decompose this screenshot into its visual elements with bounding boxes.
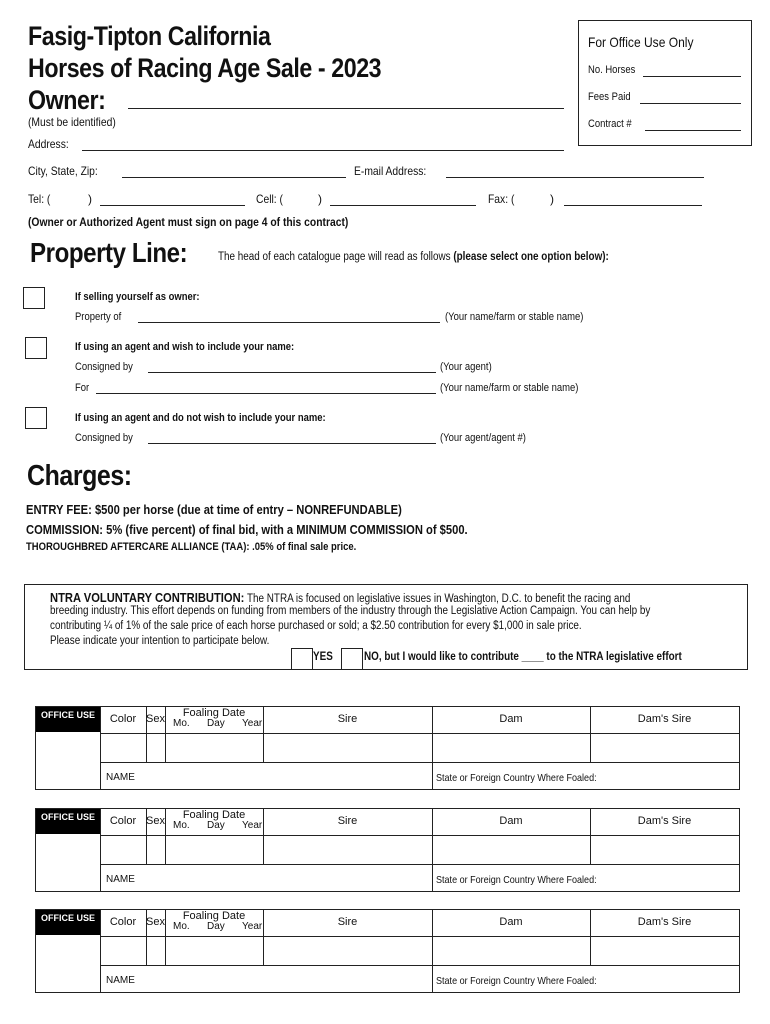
- owner-label: Owner:: [28, 85, 106, 115]
- option-agent-named-title: If using an agent and wish to include your name:: [75, 341, 295, 353]
- color-input[interactable]: [101, 937, 145, 964]
- year-header: Year: [242, 718, 263, 729]
- mo-header: Mo.: [173, 718, 190, 729]
- name-input[interactable]: [101, 865, 431, 890]
- tel-field[interactable]: [100, 205, 245, 206]
- color-header: Color: [109, 713, 137, 725]
- office-use-tag: OFFICE USE: [36, 809, 100, 834]
- day-header: Day: [207, 820, 225, 831]
- address-label: Address:: [28, 137, 69, 151]
- ntra-body4: Please indicate your intention to participate below.: [50, 635, 270, 647]
- year-header: Year: [242, 820, 263, 831]
- name-label: NAME: [106, 975, 135, 986]
- ntra-title: NTRA VOLUNTARY CONTRIBUTION:: [50, 590, 245, 605]
- fax-label: Fax: (: [488, 192, 515, 206]
- sex-input[interactable]: [147, 836, 164, 863]
- option-agent-named-checkbox[interactable]: [25, 337, 47, 359]
- color-input[interactable]: [101, 734, 145, 761]
- office-use-title: For Office Use Only: [588, 34, 694, 50]
- consigned-by-2-field[interactable]: [148, 443, 436, 444]
- fees-paid-field[interactable]: [640, 103, 741, 104]
- dam-input[interactable]: [433, 937, 589, 964]
- office-use-tag: OFFICE USE: [36, 910, 100, 935]
- commission: COMMISSION: 5% (five percent) of final bid, with a MINIMUM COMMISSION of $500.: [26, 522, 468, 537]
- year-header: Year: [242, 921, 263, 932]
- color-input[interactable]: [101, 836, 145, 863]
- sex-header: Sex: [146, 713, 165, 725]
- consigned-by-hint: (Your agent): [440, 361, 492, 373]
- ntra-no-checkbox[interactable]: [341, 648, 363, 670]
- dams-sire-input[interactable]: [591, 937, 738, 964]
- fax-field[interactable]: [564, 205, 702, 206]
- foaled-label: State or Foreign Country Where Foaled:: [436, 874, 597, 886]
- contract-label: Contract #: [588, 118, 632, 130]
- name-input[interactable]: [101, 763, 431, 788]
- dams-sire-header: Dam's Sire: [637, 916, 692, 928]
- property-line-heading: Property Line:: [30, 237, 188, 268]
- foaling-date-input[interactable]: [166, 937, 262, 964]
- owner-field[interactable]: [128, 108, 564, 109]
- sire-input[interactable]: [264, 937, 431, 964]
- entry-fee: ENTRY FEE: $500 per horse (due at time of entry – NONREFUNDABLE): [26, 502, 402, 517]
- dam-header: Dam: [499, 916, 523, 928]
- sire-input[interactable]: [264, 734, 431, 761]
- horse-entry-table: [35, 808, 740, 892]
- foaled-label: State or Foreign Country Where Foaled:: [436, 772, 597, 784]
- sex-input[interactable]: [147, 734, 164, 761]
- property-line-desc-bold: (please select one option below):: [453, 251, 609, 263]
- email-label: E-mail Address:: [354, 164, 427, 178]
- horse-entry-table: [35, 909, 740, 993]
- foaling-date-input[interactable]: [166, 734, 262, 761]
- consigned-by-field[interactable]: [148, 372, 436, 373]
- office-use-tag: OFFICE USE: [36, 707, 100, 732]
- option-agent-unnamed-title: If using an agent and do not wish to include your name:: [75, 412, 326, 424]
- ntra-yes-label: YES: [313, 651, 333, 663]
- office-use-box: [578, 20, 752, 146]
- address-field[interactable]: [82, 150, 564, 151]
- sale-title-line2: Horses of Racing Age Sale - 2023: [28, 53, 382, 83]
- foaling-date-header: Foaling Date: [182, 910, 246, 922]
- no-horses-label: No. Horses: [588, 64, 636, 76]
- property-of-label: Property of: [75, 311, 122, 323]
- ntra-body1: The NTRA is focused on legislative issues in Washington, D.C. to benefit the racing and: [246, 593, 631, 605]
- ntra-body2: breeding industry. This effort depends on funding from members of the industry through the Legislative Action Campaign. You can help by: [50, 605, 651, 617]
- dams-sire-input[interactable]: [591, 836, 738, 863]
- dams-sire-header: Dam's Sire: [637, 713, 692, 725]
- cell-label: Cell: (: [256, 192, 283, 206]
- tel-label: Tel: (: [28, 192, 51, 206]
- sire-header: Sire: [337, 916, 358, 928]
- sale-title-line1: Fasig-Tipton California: [28, 21, 271, 51]
- city-field[interactable]: [122, 177, 346, 178]
- horse-entry-table: [35, 706, 740, 790]
- owner-note: (Must be identified): [28, 115, 116, 129]
- dam-header: Dam: [499, 815, 523, 827]
- property-of-hint: (Your name/farm or stable name): [445, 311, 584, 323]
- sex-input[interactable]: [147, 937, 164, 964]
- email-field[interactable]: [446, 177, 704, 178]
- dam-header: Dam: [499, 713, 523, 725]
- option-agent-unnamed-checkbox[interactable]: [25, 407, 47, 429]
- sire-header: Sire: [337, 713, 358, 725]
- tel-paren: ): [88, 192, 92, 206]
- dams-sire-input[interactable]: [591, 734, 738, 761]
- cell-field[interactable]: [330, 205, 476, 206]
- color-header: Color: [109, 916, 137, 928]
- charges-heading: Charges:: [27, 460, 132, 492]
- foaled-label: State or Foreign Country Where Foaled:: [436, 975, 597, 987]
- taa: THOROUGHBRED AFTERCARE ALLIANCE (TAA): .05% of final sale price.: [26, 541, 357, 553]
- sex-header: Sex: [146, 815, 165, 827]
- foaling-date-input[interactable]: [166, 836, 262, 863]
- mo-header: Mo.: [173, 921, 190, 932]
- cell-paren: ): [318, 192, 322, 206]
- sire-header: Sire: [337, 815, 358, 827]
- option-owner-checkbox[interactable]: [23, 287, 45, 309]
- ntra-yes-checkbox[interactable]: [291, 648, 313, 670]
- option-owner-title: If selling yourself as owner:: [75, 291, 200, 303]
- for-label: For: [75, 382, 90, 394]
- property-of-field[interactable]: [138, 322, 440, 323]
- name-label: NAME: [106, 772, 135, 783]
- fees-paid-label: Fees Paid: [588, 91, 631, 103]
- ntra-body3: contributing ¼ of 1% of the sale price of each horse purchased or sold; a $2.50 contribution for every $1,000 in sale price.: [50, 620, 582, 632]
- for-field[interactable]: [96, 393, 436, 394]
- day-header: Day: [207, 921, 225, 932]
- ntra-box: [24, 584, 748, 670]
- dams-sire-header: Dam's Sire: [637, 815, 692, 827]
- contract-field[interactable]: [645, 130, 741, 131]
- day-header: Day: [207, 718, 225, 729]
- sex-header: Sex: [146, 916, 165, 928]
- for-hint: (Your name/farm or stable name): [440, 382, 579, 394]
- consigned-by-label: Consigned by: [75, 361, 133, 373]
- foaling-date-header: Foaling Date: [182, 707, 246, 719]
- no-horses-field[interactable]: [643, 76, 741, 77]
- sire-input[interactable]: [264, 836, 431, 863]
- sign-note: (Owner or Authorized Agent must sign on page 4 of this contract): [28, 215, 349, 229]
- dam-input[interactable]: [433, 734, 589, 761]
- property-line-desc: [218, 251, 609, 263]
- property-line-desc-text: The head of each catalogue page will read as follows: [218, 251, 451, 263]
- mo-header: Mo.: [173, 820, 190, 831]
- foaling-date-header: Foaling Date: [182, 809, 246, 821]
- fax-paren: ): [550, 192, 554, 206]
- dam-input[interactable]: [433, 836, 589, 863]
- color-header: Color: [109, 815, 137, 827]
- name-input[interactable]: [101, 966, 431, 991]
- consigned-by-2-hint: (Your agent/agent #): [440, 432, 526, 444]
- ntra-line1: [50, 590, 630, 605]
- ntra-no-label: NO, but I would like to contribute ____ to the NTRA legislative effort: [364, 651, 682, 663]
- city-label: City, State, Zip:: [28, 164, 98, 178]
- name-label: NAME: [106, 874, 135, 885]
- consigned-by-2-label: Consigned by: [75, 432, 133, 444]
